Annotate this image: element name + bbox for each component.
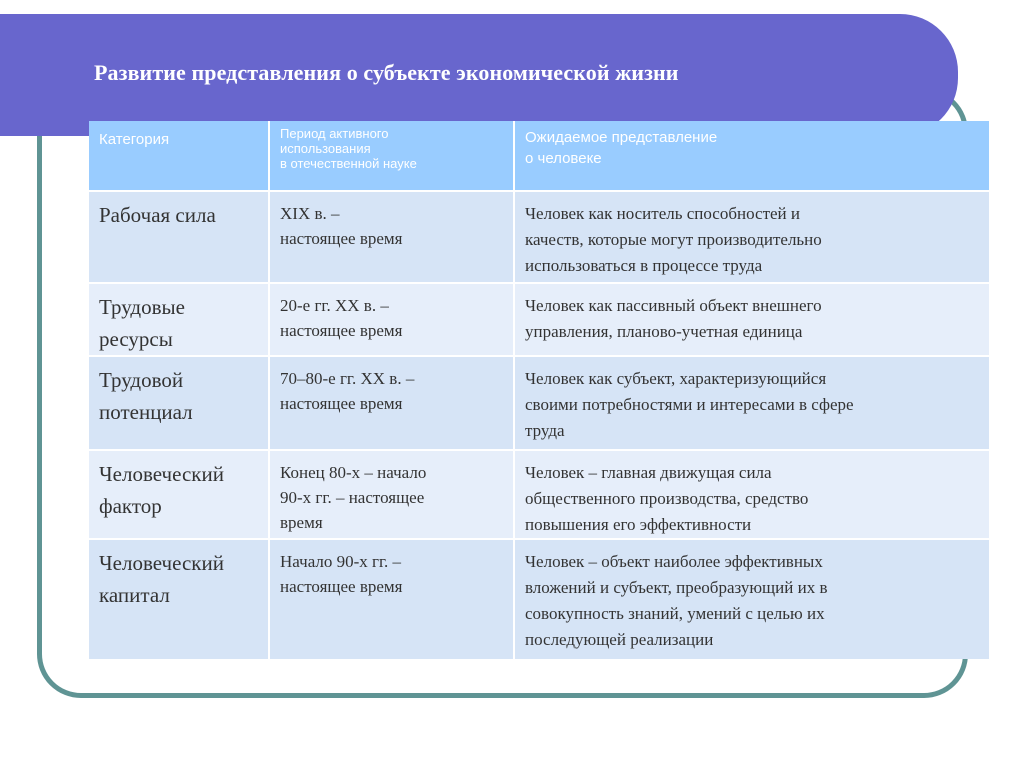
data-table [89, 121, 989, 659]
table-row [89, 283, 989, 356]
cell-line: повышения его эффективности [525, 515, 752, 534]
cell-line: общественного производства, средство [525, 489, 809, 508]
table-row [89, 539, 989, 659]
cell-period [269, 283, 514, 356]
cell-line: качеств, которые могут производительно [525, 230, 822, 249]
cell-line: своими потребностями и интересами в сфере [525, 395, 854, 414]
cell-line: совокупность знаний, умений с целью их [525, 604, 825, 623]
cell-line: последующей реализации [525, 630, 714, 649]
cell-line: Человек – главная движущая сила [525, 463, 772, 482]
cell-line: фактор [99, 494, 162, 518]
cell-category [89, 283, 269, 356]
cell-period [269, 450, 514, 539]
cell-line: 90-х гг. – настоящее [280, 488, 425, 507]
cell-line: капитал [99, 583, 170, 607]
cell-line: настоящее время [280, 321, 403, 340]
cell-category [89, 539, 269, 659]
header-expected-line: Ожидаемое представление [525, 129, 718, 146]
cell-category [89, 356, 269, 450]
cell-line: Начало 90-х гг. – [280, 552, 402, 571]
cell-line: 20-е гг. XX в. – [280, 296, 389, 315]
header-period-line: в отечественной науке [280, 156, 417, 171]
cell-line: настоящее время [280, 229, 403, 248]
cell-expected [514, 450, 989, 539]
cell-category [89, 191, 269, 283]
page-title: Развитие представления о субъекте экономической жизни [94, 60, 679, 85]
cell-line: настоящее время [280, 577, 403, 596]
header-category: Категория [89, 121, 269, 191]
cell-expected [514, 283, 989, 356]
header-row [89, 121, 989, 191]
table-row [89, 191, 989, 283]
cell-expected [514, 191, 989, 283]
cell-period [269, 539, 514, 659]
cell-line: Человек как субъект, характеризующийся [525, 369, 827, 388]
header-period [269, 121, 514, 191]
cell-line: использоваться в процессе труда [525, 256, 763, 275]
table-row [89, 356, 989, 450]
cell-period [269, 191, 514, 283]
cell-line: Трудовой [99, 368, 184, 392]
header-period-line: использования [280, 141, 371, 156]
cell-category [89, 450, 269, 539]
cell-line: Рабочая сила [99, 203, 216, 227]
cell-line: труда [525, 421, 565, 440]
cell-line: Человек – объект наиболее эффективных [525, 552, 823, 571]
cell-expected [514, 539, 989, 659]
header-expected [514, 121, 989, 191]
cell-line: Человек как носитель способностей и [525, 204, 800, 223]
cell-line: ресурсы [99, 327, 173, 351]
cell-line: Человеческий [99, 551, 224, 575]
cell-expected [514, 356, 989, 450]
cell-line: Трудовые [99, 295, 185, 319]
cell-period [269, 356, 514, 450]
cell-line: Человек как пассивный объект внешнего [525, 296, 822, 315]
cell-line: потенциал [99, 400, 193, 424]
table-container [89, 121, 989, 659]
cell-line: XIX в. – [280, 204, 340, 223]
cell-line: настоящее время [280, 394, 403, 413]
cell-line: Конец 80-х – начало [280, 463, 427, 482]
cell-line: вложений и субъект, преобразующий их в [525, 578, 828, 597]
cell-line: 70–80-е гг. XX в. – [280, 369, 415, 388]
table-row [89, 450, 989, 539]
header-expected-line: о человеке [525, 150, 602, 167]
cell-line: управления, планово-учетная единица [525, 322, 803, 341]
cell-line: Человеческий [99, 462, 224, 486]
cell-line: время [280, 513, 323, 532]
header-period-line: Период активного [280, 126, 389, 141]
